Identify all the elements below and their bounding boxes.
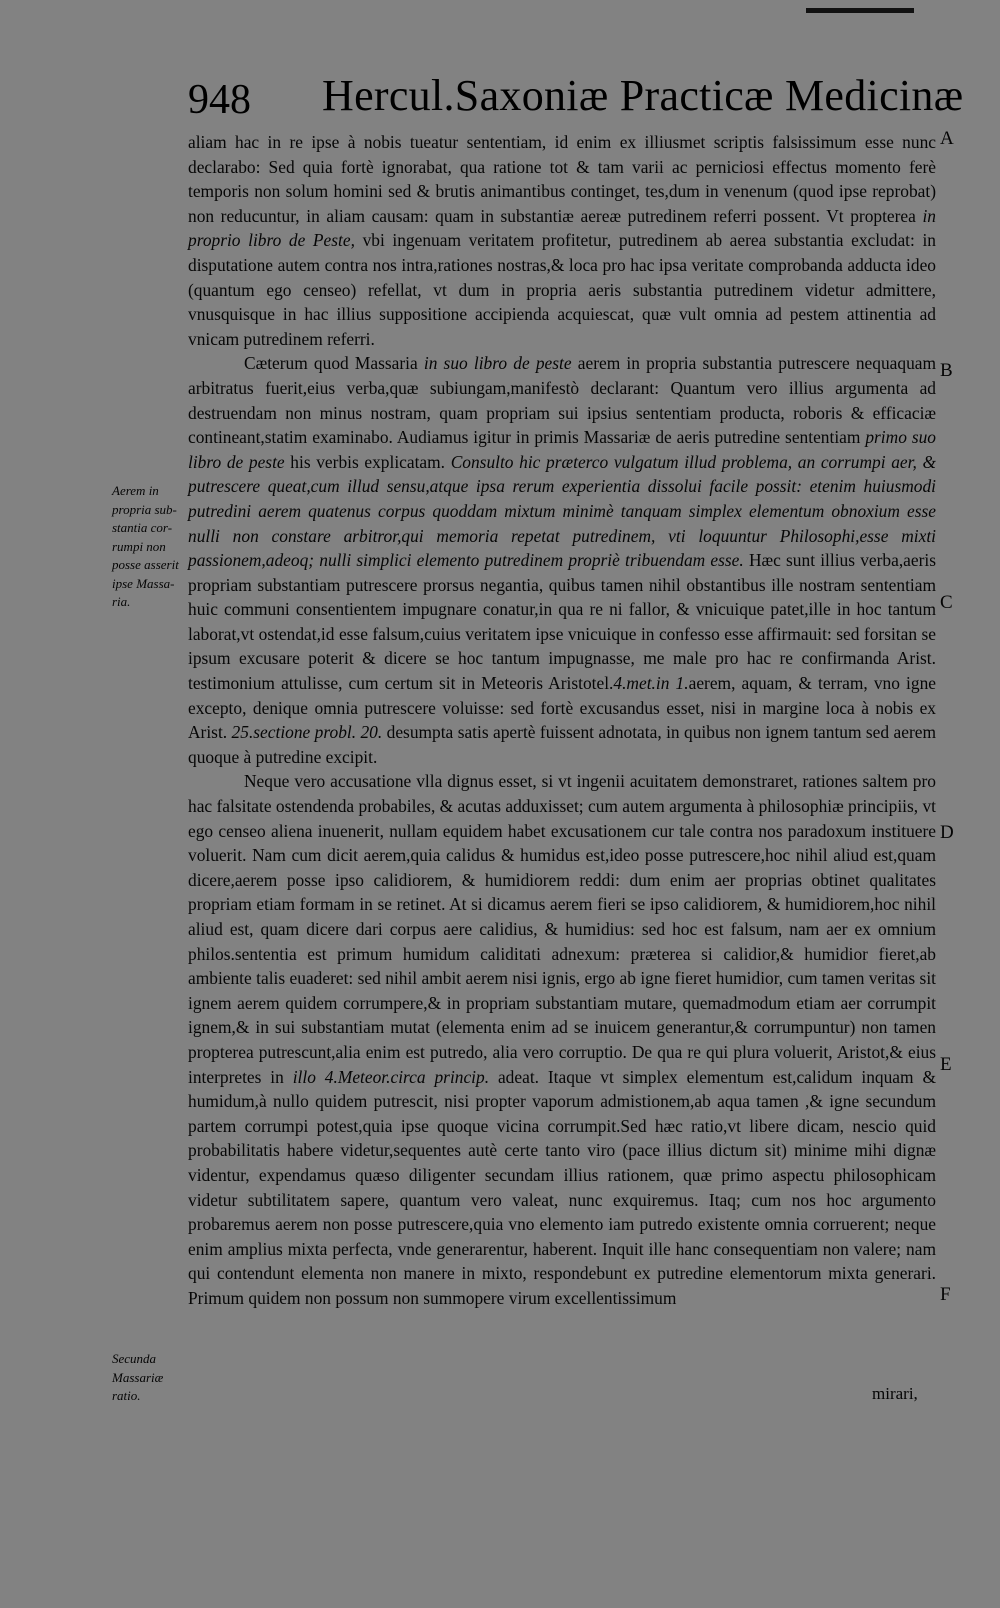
- italic-text: 4.met.in 1.: [613, 673, 689, 694]
- running-title: Hercul.Saxoniæ Practicæ Medicinæ: [322, 71, 964, 120]
- italic-text: illo 4.Meteor.circa princip.: [292, 1066, 490, 1087]
- page-header: [188, 70, 964, 130]
- text-run: Hæc sunt illius verba,aeris propriam substantiam putrescere prorsus negantia, quibus tamen nihil obstantibus ille nostram sententiam huic communi consentientem impugnare conatur,in qua re ni fallor, & vnicuique patet,ille in hoc tantum laborat,vt ostendat,id esse falsum,cuius veritatem ipse vnicuique in confesso esse affirmauit: sed forsitan se ipsum excusare poterit & dicere se hoc tantum impugnasse, me male pro hac re confirmanda Arist. testimonium attulisse, cum certum sit in Meteoris Aristotel.: [188, 550, 937, 694]
- text-run: aliam hac in re ipse à nobis tueatur sententiam, id enim ex illiusmet scriptis falsissimum esse nunc declarabo: Sed quia fortè ignorabat, qua ratione tot & tam varii ac perniciosi effectus momento ferè temporis non solum homini sed & brutis animantibus continget, tes,dum in venenum (quod ipse reprobat) non reducuntur, in aliam causam: quam in substantiæ aereæ putredinem referri possent. Vt propterea: [188, 132, 936, 226]
- page-number: 948: [188, 77, 251, 123]
- italic-text: in suo libro de peste: [423, 353, 572, 374]
- margin-note-secunda-ratio: Secunda Massariæ ratio.: [112, 1351, 164, 1403]
- text-run: Neque vero accusatione vlla dignus esset, si vt ingenii acuitatem demonstraret, rationes saltem pro hac falsitate ostendenda probabiles, & acutas adduxisset; cum autem argumenta à philosophiæ principiis, vt ego censeo aliena inuenerit, nullam equidem habet excusationem cur tale contra nos paradoxum instituere voluerit. Nam cum dicit aerem,quia calidus & humidus est,ideo posse putrescere,hoc nihil aliud est,quam dicere,aerem posse ipso calidiorem, & humidiorem reddi: dum enim aer proprias obtinet qualitates propriam etiam formam in se retinet. At si dicamus aerem fieri se ipso calidiorem, & humidiorem,hoc nihil aliud est, quam dicere dari corpus aere calidius, & humidius: sed hoc est falsum, nam aer ex omnium philos.sententia est primum humidum caliditati adnexum: præterea si calidior,& humidior fieret,ab ambiente talis euaderet: sed nihil ambit aerem nisi ignis, ergo ab igne fieret humidior, cum tamen veritas sit ignem aerem quidem corrumpere,& in propriam substantiam mutare, quemadmodum etiam aer corrumpit ignem,& in sui substantiam mutat (elementa enim ad se inuicem generantur,& corrumpuntur) non tamen propterea putrescunt,alia enim est putredo, alia vero corruptio. De qua re qui plura voluerit, Aristot,& eius interpretes in: [188, 771, 936, 1087]
- italic-text: 25.sectione probl. 20.: [231, 722, 383, 743]
- top-edge-bar: [806, 8, 914, 13]
- text-run: his verbis explicatam.: [284, 451, 451, 472]
- section-letter-d: D: [940, 822, 954, 843]
- text-run: adeat. Itaque vt simplex elementum est,calidum inquam & humidum,à nullo quidem putrescit, nisi propter vaporum admistionem,ab aqua tamen ,& igne secundum partem corrumpi potest,quia ipse quoque vicina corrumpit.Sed hæc ratio,vt libere dicam, nescio quid probabilitatis habere videtur,sequentes autè certe tanto viro (pace illius dictum sit) minime mihi dignæ videntur, expendamus quæso diligenter secundam illius rationem, quæ primo aspectu philosophicam videtur subtilitatem sapere, quantum vero valeat, nunc exquiremus. Itaq; cum nos hoc argumento probaremus aerem non posse putrescere,quia vno elemento iam putredo existente omnia corruerent; neque enim amplius mixta perfecta, vnde generarentur, haberent. Inquit ille hanc consequentiam non valere; nam qui contendunt elementa non manere in mixto, respondebunt ex putredine elementorum mixta generari. Primum quidem non possum non summopere virum excellentissimum: [188, 1066, 936, 1308]
- text-run: desumpta satis apertè fuissent adnotata, in quibus non ignem tantum sed aerem quoque à putredine excipit.: [188, 722, 936, 767]
- section-letter-e: E: [940, 1054, 952, 1075]
- text-run: aerem in propria substantia putrescere nequaquam arbitratus fuerit,eius verba,quæ subiungam,manifestò declarant: Quantum vero illius argumenta ad destruendam non minus nostram, quam propriam sui ipsius sententiam producta, roboris & efficaciæ contineant,statim examinabo. Audiamus igitur in primis Massariæ de aeris putredine sententiam: [188, 353, 937, 448]
- section-letter-b: B: [940, 360, 953, 381]
- section-letter-a: A: [940, 128, 954, 149]
- paragraph: [188, 351, 936, 769]
- section-letter-f: F: [940, 1284, 951, 1305]
- section-letter-c: C: [940, 592, 953, 613]
- text-run: aerem, aquam, & terram, vno igne excepto, denique omnia putrescere voluisse: sed fortè excusandus esset, nisi in margine loca à nobis ex Arist.: [188, 673, 937, 743]
- margin-note-aer-substantia: Aerem in propria sub-stantia cor-rumpi non posse asserit ipse Massa-ria.: [112, 483, 179, 609]
- italic-text: in proprio libro de Peste,: [188, 205, 936, 251]
- italic-text: primo suo libro de peste: [188, 427, 936, 472]
- text-run: Cæterum quod Massaria: [244, 353, 424, 374]
- italic-text: Consulto hic præterco vulgatum illud problema, an corrumpi aer, & putrescere queat,cum illud sensu,atque ipsa rerum experientia dissolui facile possit: etenim huiusmodi putredini aerem quatenus corpus quoddam mixtum minimè tanquam simplex elementum obnoxium esse nulli non constare arbitror,qui memoria repetat putredinem, vti loquuntur Philosophi,esse mixti passionem,adeoq; nulli simplici elemento putredinem propriè tribuendam esse.: [188, 451, 936, 571]
- paragraph: [188, 130, 936, 351]
- catchword: mirari,: [872, 1384, 918, 1403]
- main-text: [188, 130, 936, 1311]
- text-run: vbi ingenuam veritatem profitetur, putredinem ab aerea substantia excludat: in disputatione autem contra nos intra,rationes nostras,& loca pro hac ipsa veritate comprobanda adducta ideo (quantum ego censeo) refellat, vt dum in propria aeris substantia putredinem videtur admittere, vnusquisque in hac illius suppositione accipienda acquiescat, quæ vult omnia ad pestem attinentia ad vnicam putredinem referri.: [188, 230, 936, 349]
- paragraph: [188, 769, 936, 1310]
